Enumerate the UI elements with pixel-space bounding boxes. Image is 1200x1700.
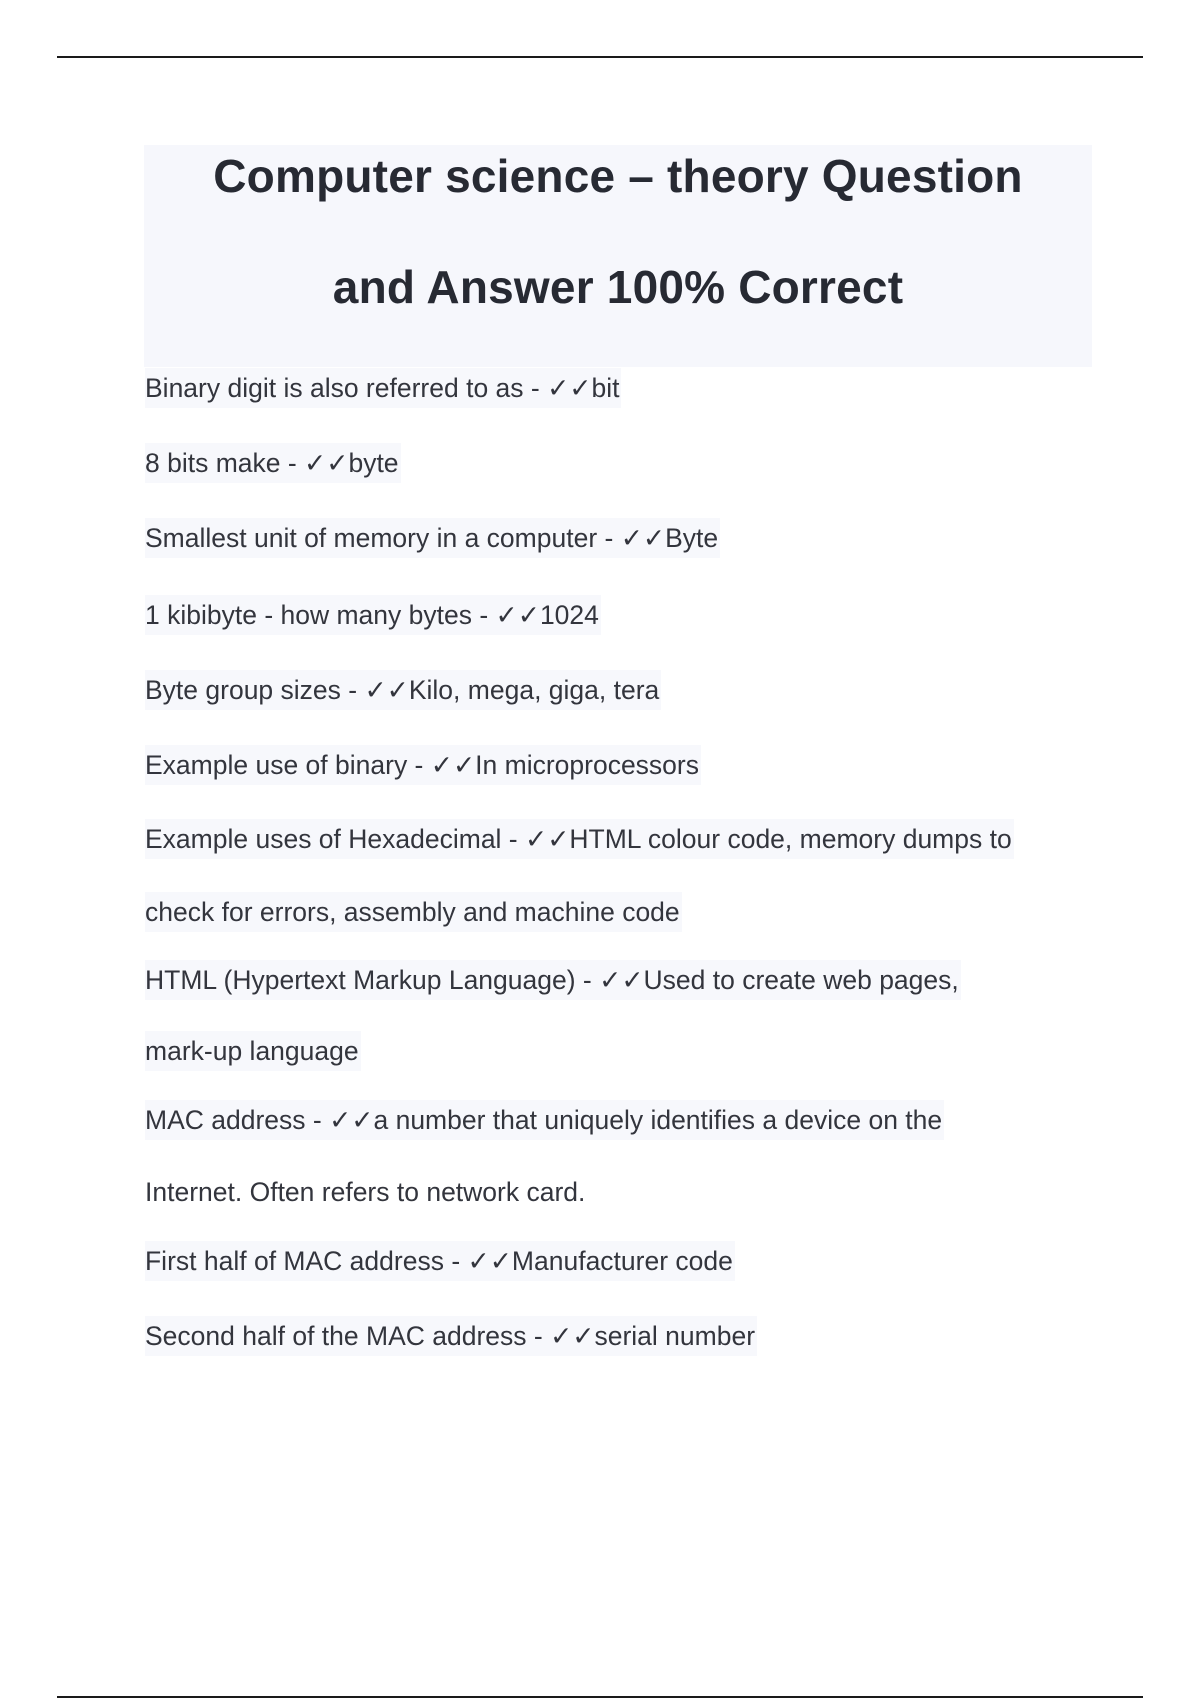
qa-line: HTML (Hypertext Markup Language) - ✓✓Used to create web pages,	[145, 960, 961, 1000]
qa-line: mark-up language	[145, 1031, 361, 1071]
qa-line: Internet. Often refers to network card.	[145, 1177, 586, 1207]
qa-line: Example use of binary - ✓✓In microprocessors	[145, 745, 701, 785]
qa-line: check for errors, assembly and machine code	[145, 892, 682, 932]
qa-line: 8 bits make - ✓✓byte	[145, 443, 401, 483]
title-block	[144, 145, 1092, 367]
document-title-line-2: and Answer 100% Correct	[332, 261, 904, 313]
qa-line: Binary digit is also referred to as - ✓✓bit	[145, 368, 621, 408]
qa-line: MAC address - ✓✓a number that uniquely identifies a device on the	[145, 1100, 944, 1140]
qa-line: 1 kibibyte - how many bytes - ✓✓1024	[145, 595, 601, 635]
qa-line: Byte group sizes - ✓✓Kilo, mega, giga, tera	[145, 670, 661, 710]
qa-line: Smallest unit of memory in a computer - ✓✓Byte	[145, 518, 720, 558]
qa-line: Second half of the MAC address - ✓✓serial number	[145, 1316, 757, 1356]
bottom-rule	[57, 1696, 1143, 1698]
qa-line: First half of MAC address - ✓✓Manufacturer code	[145, 1241, 735, 1281]
qa-line: Example uses of Hexadecimal - ✓✓HTML colour code, memory dumps to	[145, 819, 1014, 859]
top-rule	[57, 56, 1143, 58]
document-title-line-1: Computer science – theory Question	[213, 150, 1023, 202]
